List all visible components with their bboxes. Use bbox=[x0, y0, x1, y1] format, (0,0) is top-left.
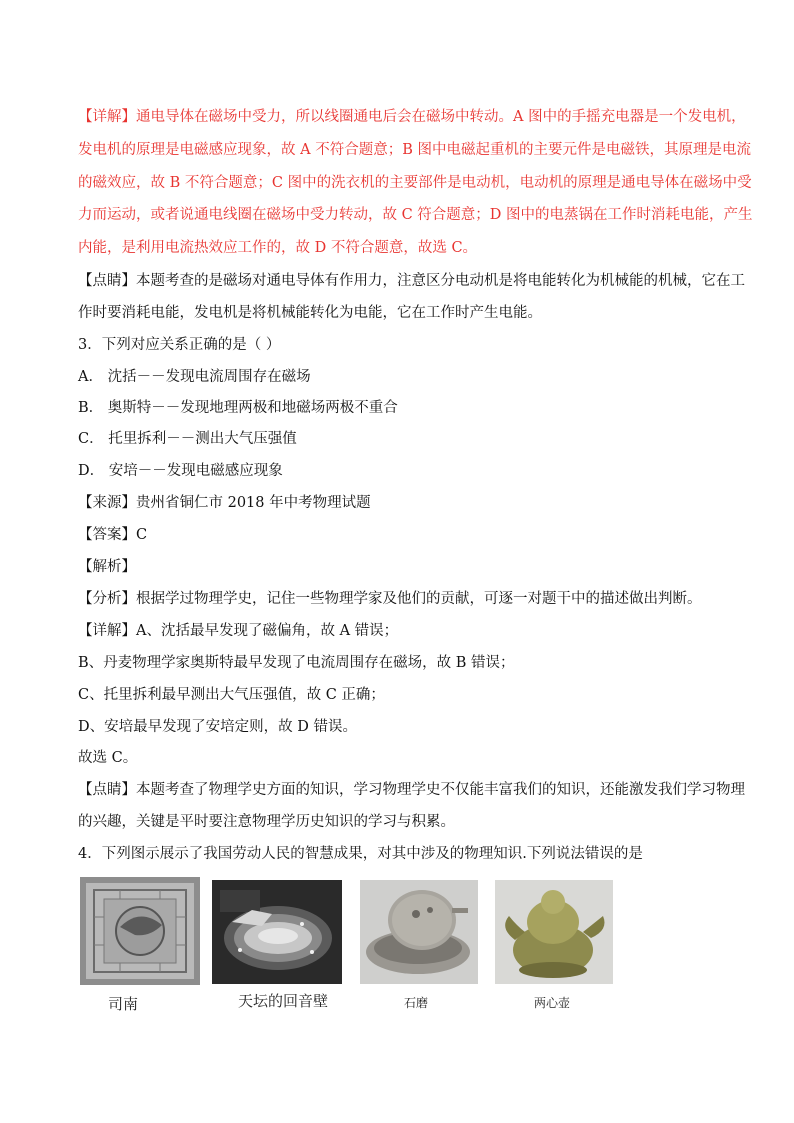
detail-line: C、托里拆利最早测出大气压强值，故 C 正确； bbox=[78, 687, 385, 703]
option-c: C． 托里拆利－－测出大气压强值 bbox=[78, 431, 297, 447]
explanation-line: 内能，是利用电流热效应工作的，故 D 不符合题意，故选 C。 bbox=[78, 240, 478, 256]
stone-mill-image bbox=[360, 880, 478, 984]
explanation-line: 的磁效应，故 B 不符合题意；C 图中的洗衣机的主要部件是电动机，电动机的原理是通电导体在磁场中受 bbox=[78, 175, 752, 191]
analysis-header: 【解析】 bbox=[78, 559, 136, 575]
analysis-line: 【分析】根据学过物理学史，记住一些物理学家及他们的贡献，可逐一对题干中的描述做出判断。 bbox=[78, 591, 702, 607]
detail-line: 【详解】A、沈括最早发现了磁偏角，故 A 错误； bbox=[78, 623, 399, 639]
image-caption: 司南 bbox=[108, 995, 139, 1013]
option-d: D． 安培－－发现电磁感应现象 bbox=[78, 463, 283, 479]
source-line: 【来源】贵州省铜仁市 2018 年中考物理试题 bbox=[78, 495, 371, 511]
comment-line: 【点睛】本题考查了物理学史方面的知识，学习物理学史不仅能丰富我们的知识，还能激发我们学习物理 bbox=[78, 782, 745, 798]
comment-line: 作时要消耗电能，发电机是将机械能转化为电能，它在工作时产生电能。 bbox=[78, 305, 542, 321]
comment-line: 的兴趣，关键是平时要注意物理学历史知识的学习与积累。 bbox=[78, 814, 455, 830]
two-heart-teapot-image bbox=[495, 880, 613, 984]
image-caption: 天坛的回音壁 bbox=[238, 992, 329, 1010]
detail-line: 故选 C。 bbox=[78, 750, 138, 766]
option-a: A． 沈括－－发现电流周围存在磁场 bbox=[78, 369, 311, 385]
explanation-line: 发电机的原理是电磁感应现象，故 A 不符合题意；B 图中电磁起重机的主要元件是电磁铁，其原理是电流 bbox=[78, 142, 751, 158]
question-stem: 3．下列对应关系正确的是（ ） bbox=[78, 337, 281, 353]
image-caption: 两心壶 bbox=[534, 996, 571, 1010]
echo-wall-image bbox=[212, 880, 342, 984]
explanation-line: 力而运动，或者说通电线圈在磁场中受力转动，故 C 符合题意；D 图中的电蒸锅在工作时消耗电能，产生 bbox=[78, 207, 753, 223]
detail-line: D、安培最早发现了安培定则，故 D 错误。 bbox=[78, 719, 357, 735]
question-stem: 4．下列图示展示了我国劳动人民的智慧成果，对其中涉及的物理知识.下列说法错误的是 bbox=[78, 846, 643, 862]
answer-line: 【答案】C bbox=[78, 527, 148, 543]
option-b: B． 奥斯特－－发现地理两极和地磁场两极不重合 bbox=[78, 400, 398, 416]
explanation-line: 【详解】通电导体在磁场中受力，所以线圈通电后会在磁场中转动。A 图中的手摇充电器是一个发电机， bbox=[78, 109, 746, 125]
sinan-compass-image bbox=[80, 877, 200, 985]
comment-line: 【点睛】本题考查的是磁场对通电导体有作用力，注意区分电动机是将电能转化为机械能的机械，它在工 bbox=[78, 273, 745, 289]
detail-line: B、丹麦物理学家奥斯特最早发现了电流周围存在磁场，故 B 错误； bbox=[78, 655, 515, 671]
image-caption: 石磨 bbox=[404, 996, 429, 1010]
